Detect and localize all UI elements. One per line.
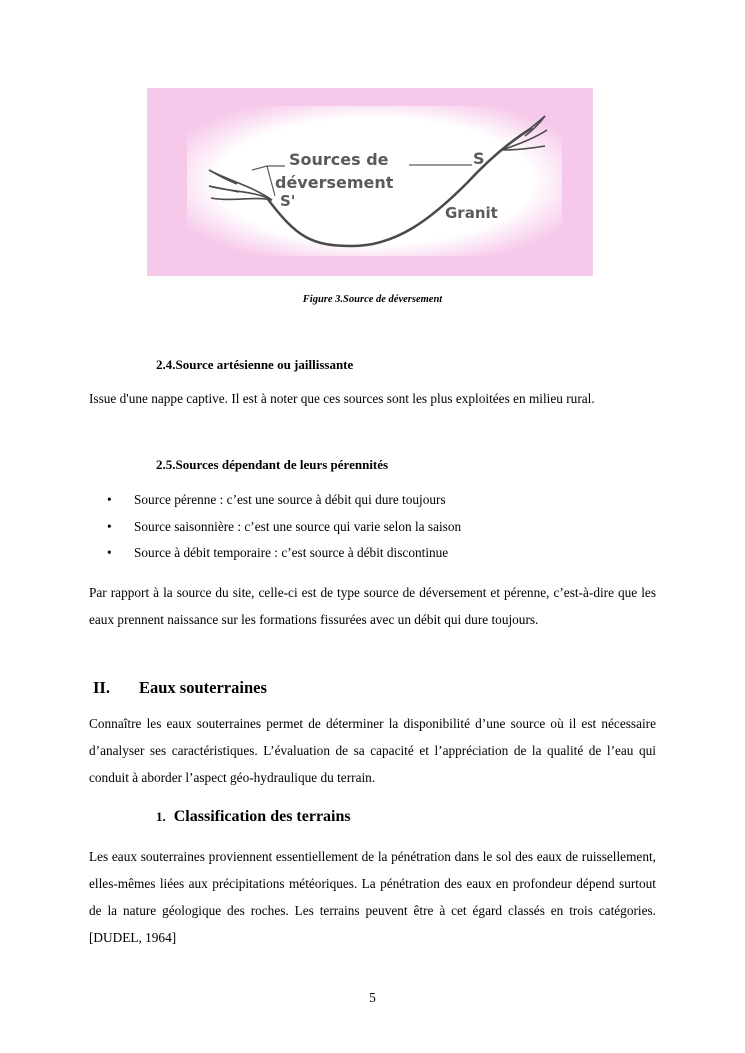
list-item (107, 514, 461, 541)
list-item-text: Source saisonnière : c’est une source qui varie selon la saison (134, 518, 462, 534)
heading-eaux-souterraines (93, 678, 267, 698)
heading-source-artesienne: 2.4.Source artésienne ou jaillissante (156, 357, 354, 372)
figure-source-deversement (147, 88, 593, 276)
paragraph-source-artesienne: Issue d'une nappe captive. Il est à noter que ces sources sont les plus exploitées en milieu rural. (89, 391, 595, 406)
heading-classification-terrains (156, 808, 351, 826)
list-item (107, 487, 461, 514)
list-item (107, 540, 461, 567)
section-title: Classification des terrains (173, 808, 351, 825)
paragraph-source-site: Par rapport à la source du site, celle-ci est de type source de déversement et pérenne, c’est-à-dire que les eaux prennent naissance sur les formations fissurées avec un débit qui dure toujours. (89, 585, 656, 627)
bullet-list-perennites (107, 487, 461, 567)
list-item-text: Source pérenne : c’est une source à débit qui dure toujours (134, 492, 446, 507)
paragraph-eaux-souterraines: Connaître les eaux souterraines permet de déterminer la disponibilité d’une source où il est nécessaire d’analyser ses caractéristiques. L’évaluation de sa capacité et l’appréciation de la qualité de l’eau qui conduit à aborder l’aspect géo-hydraulique du terrain. (89, 716, 656, 785)
bullet-icon: • (107, 492, 112, 507)
section-title: Eaux souterraines (139, 678, 267, 697)
label-s-prime: S' (280, 192, 296, 210)
label-sources-de: Sources de (289, 150, 389, 169)
figure-caption: Figure 3.Source de déversement (302, 294, 443, 305)
paragraph-classification-terrains: Les eaux souterraines proviennent essentiellement de la pénétration dans le sol des eaux de ruissellement, elles-mêmes liées aux précipitations météoriques. La pénétration des eaux en profondeur dépend surtout de la nature géologique des roches. Les terrains peuvent être à cet égard classés en trois catégories. [DUDEL, 1964] (89, 849, 656, 945)
bullet-icon: • (107, 545, 112, 560)
label-s: S (473, 149, 485, 168)
heading-sources-perennites: 2.5.Sources dépendant de leurs pérennités (156, 457, 389, 472)
label-granit: Granit (445, 204, 498, 222)
bullet-icon: • (107, 518, 112, 534)
figure-diagram (147, 88, 593, 276)
label-deversement: déversement (275, 173, 394, 192)
section-number: 1. (156, 809, 166, 824)
list-item-text: Source à débit temporaire : c’est source à débit discontinue (134, 545, 449, 560)
section-number: II. (93, 678, 110, 697)
page-number: 5 (369, 990, 376, 1005)
